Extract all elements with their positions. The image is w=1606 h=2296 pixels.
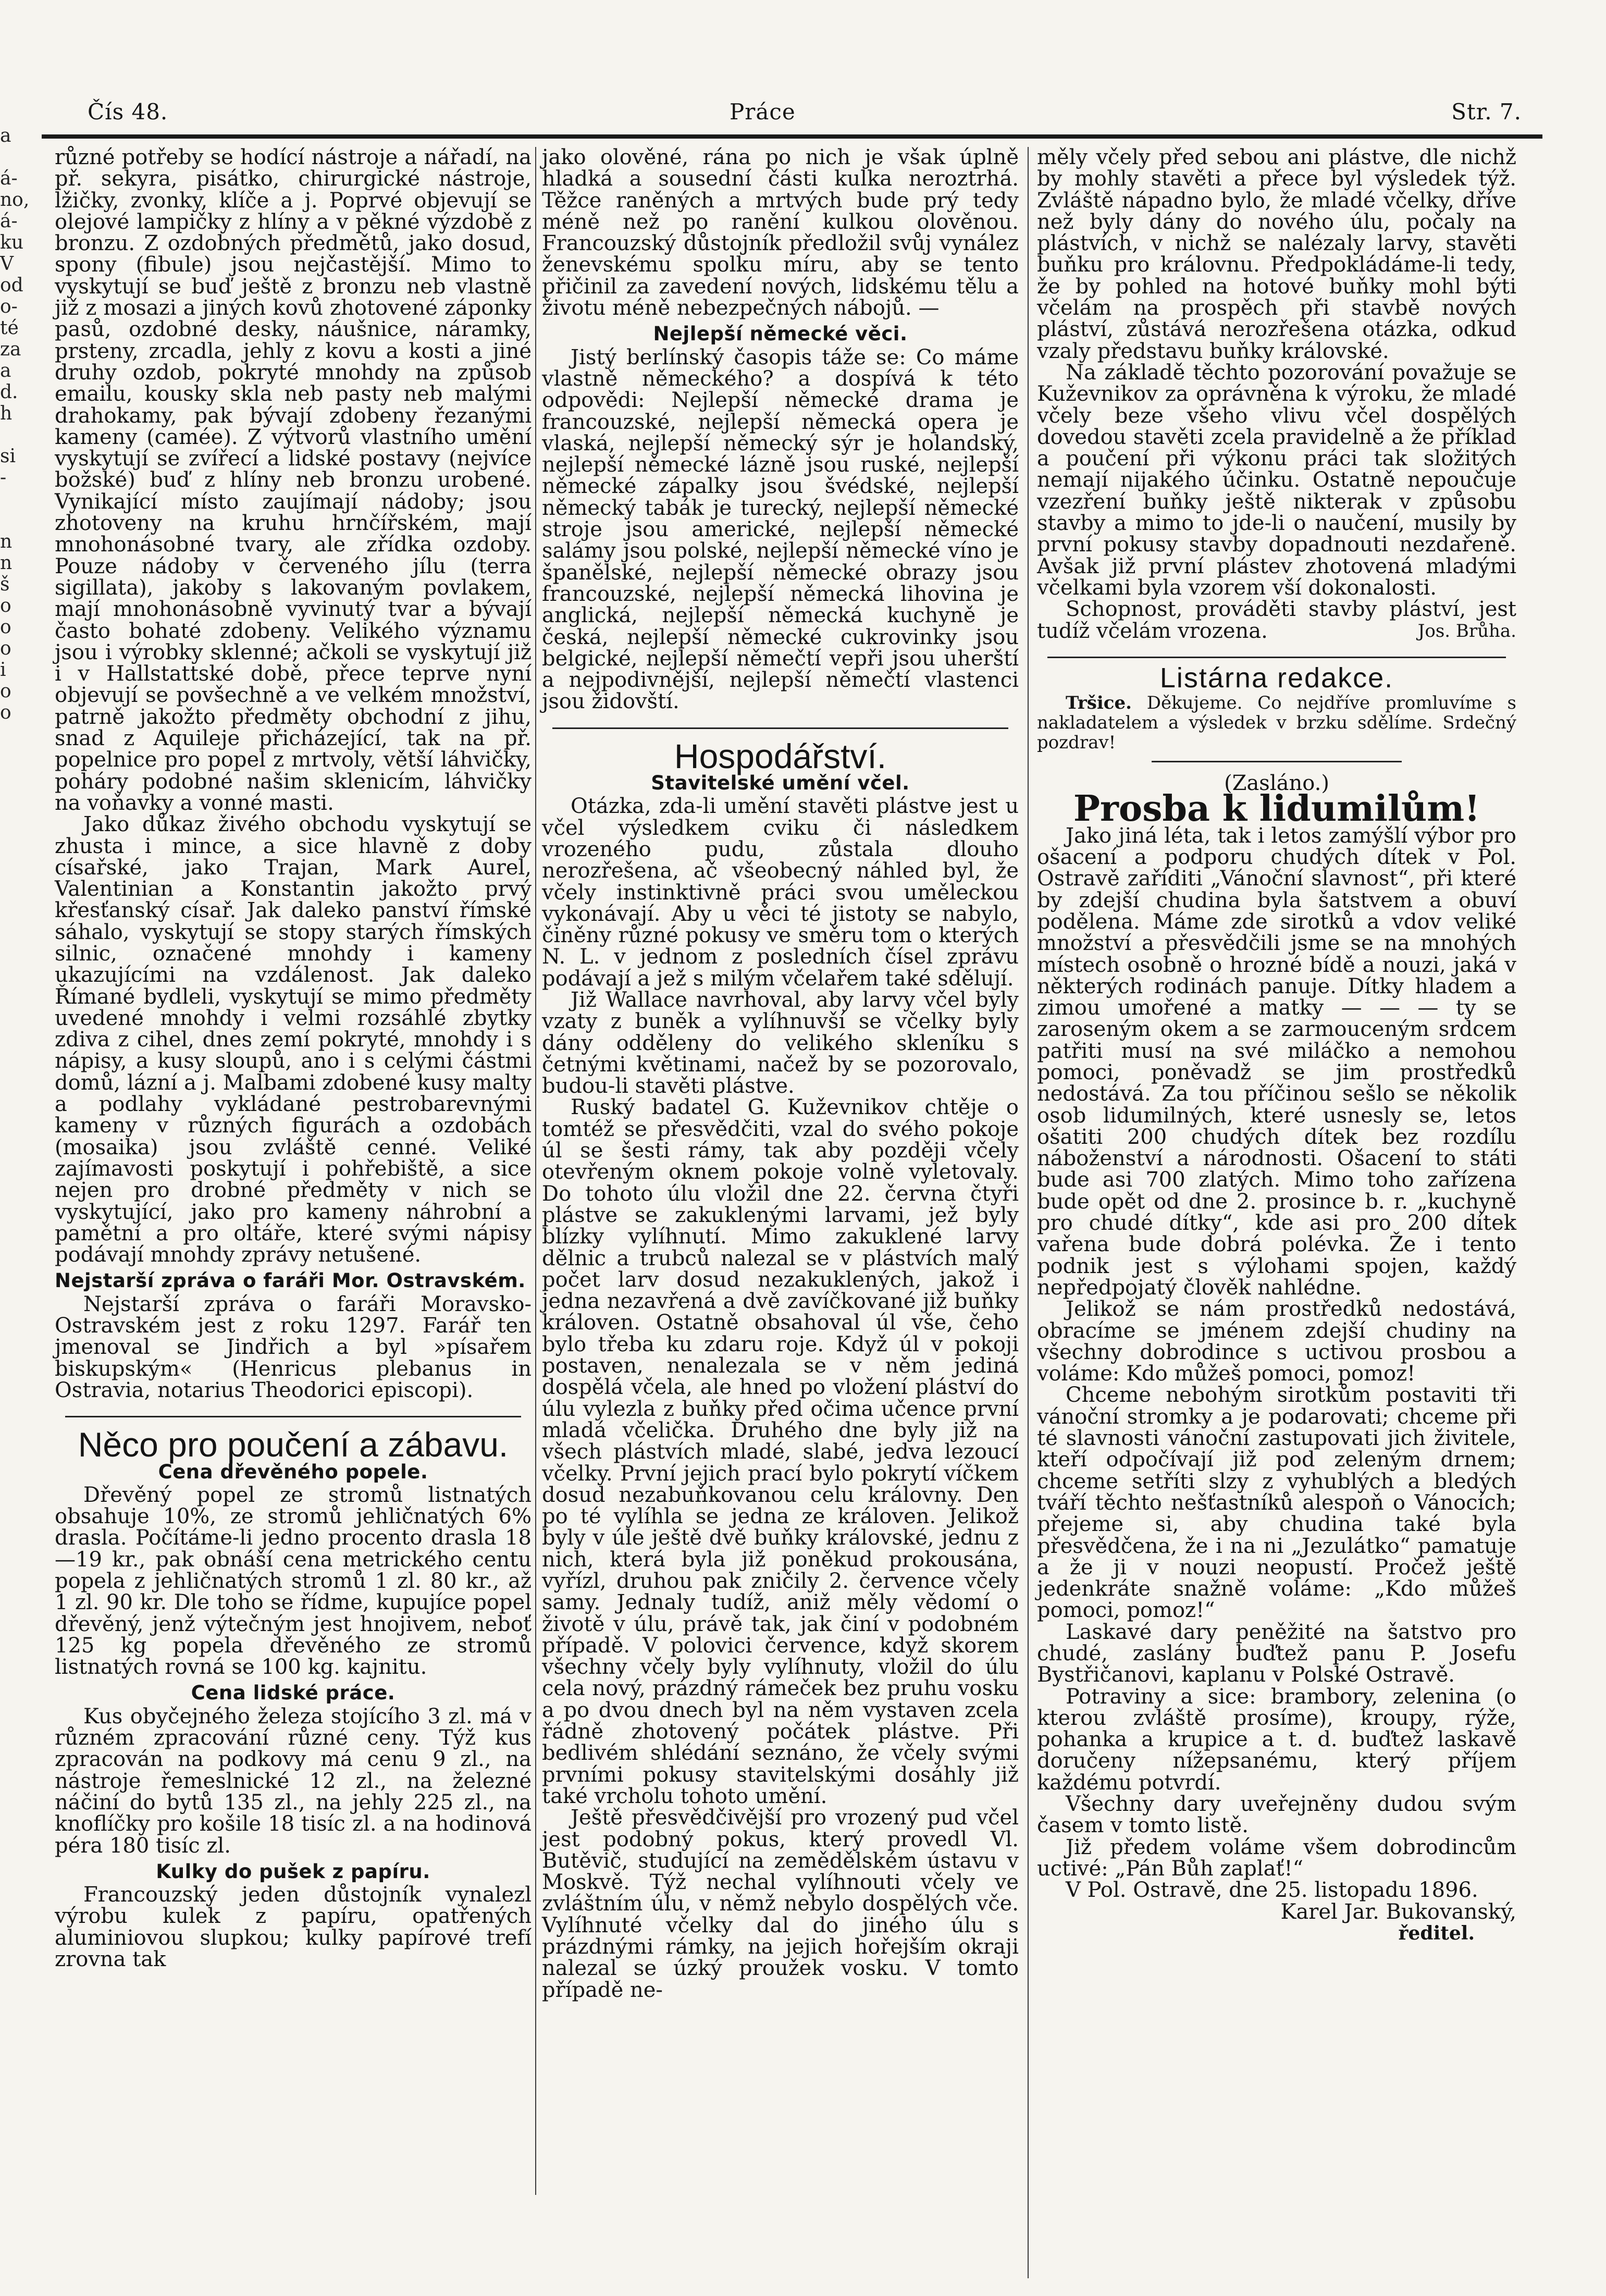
article-paragraph: Na základě těchto pozorování považuje se Kuževnikov za oprávněna k výroku, že mladé včely beze všeho vlivu včel dospělých dovedou stavěti zcela pravidelně a že příklad a poučení při výkonu práci tak složitých nemají nijakého účinku. Ostatně nepoučuje vzezření buňky ještě nikterak v způsobu stavby a mimo to jde-li o naučení, musily by první pokusy stavby dopadnouti nezdařeně. Avšak již první plástev zhotovená mladými včelkami byla vzorem vší dokonalosti.	[1037, 360, 1516, 600]
article-paragraph: Ještě přesvědčivější pro vrozený pud včel jest podobný pokus, který provedl Vl. Butěvič, studující na zemědělském ústavu v Moskvě. Týž nechal vylíhnouti včely ve zvláštním úlu, v němž nebylo dospělých vče. Vylíhnuté včelky dal do jiného úlu s prázdnými rámky, na jejich hořejším okraji nalezal se úzký proužek vosku. V tomto případě ne-	[542, 1806, 1019, 2002]
article-heading: Stavitelské umění včel.	[651, 772, 910, 795]
margin-fragment: o-	[0, 296, 18, 317]
margin-fragment: n	[0, 531, 13, 552]
article-heading: Kulky do pušek z papíru.	[156, 1860, 430, 1883]
header-rule	[42, 134, 1542, 139]
article-paragraph: Potraviny a sice: brambory, zelenina (o kterou zvláště prosíme), kroupy, rýže, pohanka a krupice a t. d. buďtež laskavě doručeny nížepsanému, který příjem každému potvrdí.	[1037, 1684, 1516, 1795]
signature-title: ředitel.	[1398, 1922, 1475, 1944]
issue-number: Čís 48.	[88, 99, 168, 125]
article-dateline: V Pol. Ostravě, dne 25. listopadu 1896.	[1066, 1878, 1478, 1903]
article-paragraph: různé potřeby se hodící nástroje a nářadí, na př. sekyra, pisátko, chirurgické nástroje, lžičky, zvonky, klíče a j. Poprvé objevují se olejové lampičky z hlíny a v pěkné výzdobě z bronzu. Z ozdobných předmětů, jako dosud, spony (fibule) jsou nejčastější. Mimo to vyskytují se buď ještě z bronzu neb vlastně již z mosazi a jiných kovů zhotovené záponky pasů, ozdobné desky, náušnice, náramky, prsteny, zrcadla, jehly z kovu a kosti a jiné druhy ozdob, pokryté mnohdy na způsob emailu, kousky skla neb pasty neb malými drahokamy, pak bývají zdobeny řezanými kameny (camée). Z výtvorů vlastního umění vyskytují se zvířecí a lidské postavy (nejvíce božské) buď z hlíny neb bronzu urobené. Vynikající místo zaujímají nádoby; jsou zhotoveny na kruhu hrnčířském, mají mnohonásobné tvary, ale zřídka ozdoby. Pouze nádoby v červeného jílu (terra sigillata), jakoby s lakovaným povlakem, mají mnohonásobně vyvinutý tvar a bývají často bohaté zdobeny. Velikého významu jsou i výrobky sklenné; ačkoli se vyskytují již i v Hallstattské době, přece teprve nyní objevují se povšechně a ve velkém množství, patrně jakožto předměty obchodní z jihu, snad z Aquileje přicházející, tak na př. popelnice pro popel z mrtvoly, větší láhvičky, poháry podobné našim sklenicím, láhvičky na voňavky a vonné masti.	[55, 145, 532, 815]
margin-fragment: š	[0, 574, 10, 595]
article-heading: Cena lidské práce.	[191, 1682, 396, 1705]
margin-fragment: si	[0, 446, 16, 467]
article-text: Schopnost, prováděti stavby pláství, jest tudíž včelám vrozena.	[1037, 597, 1516, 643]
article-paragraph: Jistý berlínský časopis táže se: Co máme vlastně německého? a dospívá k této odpovědi: Nejlepší německé drama je francouzské, nejlepší německá opera je vlaská, nejlepší německý sýr je holandský, nejlepší německé lázně jsou ruské, nejlepší německé zápalky jsou švédské, nejlepší německý tabák je turecký, nejlepší německé stroje jsou americké, nejlepší německé salámy jsou polské, nejlepší německé víno je španělské, nejlepší německé obrazy jsou francouzské, nejlepší německá lihovina je anglická, nejlepší německá kuchyně je česká, nejlepší německé cukrovinky jsou belgické, nejlepší němečtí vepři jsou uherští a nejpodivnější, nejlepší němečtí vlastenci jsou židovští.	[542, 345, 1019, 714]
margin-fragment	[0, 424, 20, 446]
margin-fragment	[0, 510, 20, 531]
article-paragraph: Již Wallace navrhoval, aby larvy včel byly vzaty z buněk a vylíhnuvší se včelky byly dány odděleny do velikého skleníku s četnými květinami, načež by se pozorovalo, budou-li stavěti plástve.	[542, 987, 1019, 1098]
article-paragraph: Jako jiná léta, tak i letos zamýšlí výbor pro ošacení a podporu chudých dítek v Pol. Ostravě zaříditi „Vánoční slavnost“, při které by zdejší chudina byla šatstvem a obuví podělena. Máme zde sirotků a vdov veliké množství a přesvědčili jsme se na mnohých místech osobně o hrozné bídě a nouzi, jaká v některých rodinách panuje. Dítky hladem a zimou umořené a matky — — — ty se zaroseným okem a se zarmouceným srdcem patřiti musí na své miláčko a nemohou pomoci, poněvadž se jim prostředků nedostává. Za tou příčinou sešlo se několik osob lidumilných, které usnesly se, letos ošatiti 200 chudých dítek bez rozdílu náboženství a národnosti. Ošacení to státi bude asi 700 zlatých. Mimo toho zařízena bude opět od dne 2. prosince b. r. „kuchyně pro chudé dítky“, kde asi pro 200 dítek vařena bude dobrá polévka. Že i tento podnik jest s výlohami spojen, každý nepředpojatý člověk nahlédne.	[1037, 823, 1516, 1300]
signature-name: Karel Jar. Bukovanský,	[1280, 1899, 1516, 1924]
article-paragraph: měly včely před sebou ani plástve, dle nichž by mohly stavěti a přece byl výsledek týž. Zvláště nápadno bylo, že mladé včelky, dříve než byly dány do nového úlu, počaly na plástvích, v nichž se nalézaly larvy, stavěti buňku pro královnu. Předpokládáme-li tedy, že by pohled na hotové buňky mohl býti včelám na prospěch při stavbě nových pláství, zůstává nerozřešena otázka, odkud vzaly představu buňky královské.	[1037, 145, 1516, 363]
article-paragraph: Jako důkaz živého obchodu vyskytují se zhusta i mince, a sice hlavně z doby císařské, jako Trajan, Mark Aurel, Valentinian a Konstantin jakožto prvý křesťanský císař. Jak daleko panství římské sáhalo, vyskytují se stopy starých římských silnic, označené mnohdy i kameny ukazujícími na vzdálenost. Jak daleko Římané bydleli, vyskytují se mimo předměty uvedené mnohdy i velmi rozsáhlé zbytky zdiva z cihel, dnes zemí pokryté, mnohdy i s nápisy, a kusy sloupů, ano i s celými částmi domů, lázní a j. Malbami zdobené kusy malty a podlahy vykládané pestrobarevnými kameny v různých figurách a ozdobách (mosaika) jsou zvláště cenné. Veliké zajímavosti poskytují i pohřebiště, a sice nejen pro drobné předměty v nich se vyskytující, jako pro kameny náhrobní a pamětní a pro oltáře, které svými nápisy podávají mnohdy zprávy netušené.	[55, 812, 532, 1267]
section-title: Něco pro poučení a zábavu.	[78, 1425, 509, 1464]
margin-fragment: n	[0, 552, 13, 574]
article-paragraph: Již předem voláme všem dobrodincům uctivé: „Pán Bůh zaplať!“	[1037, 1835, 1516, 1881]
editorial-reply	[1037, 693, 1516, 752]
section-rule	[1152, 761, 1402, 762]
margin-fragment: za	[0, 339, 21, 360]
section-title: Hospodářství.	[674, 736, 887, 775]
article-paragraph: jako olověné, rána po nich je však úplně hladká a sousední části kulka neroztrhá. Těžce raněných a mrtvých bude prý tedy méně než po ranění kulkou olověnou. Francouzský důstojník předložil svůj vynález ženevskému spolku míru, aby se tento přičinil za zavedení nových, lidskému tělu a životu méně nebezpečných nábojů. —	[542, 145, 1019, 320]
article-paragraph: Laskavé dary peněžité na šatstvo pro chudé, zaslány buďtež panu P. Josefu Bystřičanovi, kaplanu v Polské Ostravě.	[1037, 1620, 1516, 1687]
margin-fragment: té	[0, 317, 19, 339]
column-3	[1037, 147, 1516, 1944]
previous-page-margin-fragments	[0, 125, 30, 834]
margin-fragment: o	[0, 616, 11, 638]
margin-fragment: o	[0, 702, 11, 723]
article-paragraph: Chceme nebohým sirotkům postaviti tři vánoční stromky a je podarovati; chceme při té slavnosti vánoční zastupovati jich živitele, kteří odpočívají již pod zeleným drnem; chceme setříti slzy z vyhublých a bledých tváří těchto nešťastníků alespoň o Vánocích; přejeme si, aby chudina také byla přesvědčena, že i na ni „Jezulátko“ pamatuje a že ji v nouzi neopustí. Pročež ještě jedenkráte snažně voláme: „Kdo můžeš pomoci, pomoz!“	[1037, 1383, 1516, 1623]
submitted-label: (Zasláno.)	[1224, 771, 1329, 796]
editorial-mailbox-title: Listárna redakce.	[1159, 662, 1394, 694]
article-paragraph: Jelikož se nám prostředků nedostává, obracíme se jménem zdejší chudiny na všechny dobrodince s uctivou prosbou a voláme: Kdo můžeš pomoci, pomoz!	[1037, 1297, 1516, 1386]
section-rule	[65, 1416, 521, 1417]
article-heading: Nejstarší zpráva o faráři Mor. Ostravském.	[55, 1269, 526, 1292]
margin-fragment: V	[0, 253, 14, 275]
page-number: Str. 7.	[1451, 99, 1522, 125]
column-2	[542, 147, 1019, 2001]
section-rule	[1047, 657, 1506, 658]
margin-fragment	[0, 488, 20, 510]
margin-fragment: i	[0, 659, 6, 681]
reply-text: Děkujeme. Co nejdříve promluvíme s nakladatelem a výsledek v brzku sdělíme. Srdečný pozdrav!	[1037, 693, 1516, 754]
margin-fragment: no,	[0, 189, 30, 211]
margin-fragment: á-	[0, 168, 18, 189]
appeal-title: Prosba k lidumilům!	[1073, 788, 1480, 830]
article-paragraph	[1037, 599, 1516, 642]
margin-fragment: o	[0, 681, 11, 702]
margin-fragment: ku	[0, 232, 23, 253]
margin-fragment: h	[0, 403, 13, 424]
margin-fragment: o	[0, 595, 11, 616]
column-1	[55, 147, 532, 1970]
column-divider	[535, 147, 536, 2195]
article-paragraph: Dřevěný popel ze stromů listnatých obsahuje 10%, ze stromů jehličnatých 6% drasla. Počítáme-li jedno procento drasla 18—19 kr., pak obnáší cena metrického centu popela z jehličnatých stromů 1 zl. 80 kr., až 1 zl. 90 kr. Dle toho se řídme, kupujíce popel dřevěný, jenž výtečným jest hnojivem, neboť 125 kg popela dřevěného ze stromů listnatých rovná se 100 kg. kajnitu.	[55, 1483, 532, 1680]
article-paragraph: Všechny dary uveřejněny dudou svým časem v tomto listě.	[1037, 1792, 1516, 1838]
column-divider	[1028, 147, 1029, 2278]
reply-recipient: Tršice.	[1066, 693, 1132, 714]
margin-fragment: a	[0, 125, 11, 146]
margin-fragment: á-	[0, 211, 18, 232]
article-paragraph: Kus obyčejného železa stojícího 3 zl. má v různém zpracování různé ceny. Týž kus zpracován na podkovy má cenu 9 zl., na nástroje řemeslnické 12 zl., na železné náčiní do bytů 135 zl., na jehly 225 zl., na knoflíčky pro košile 18 tisíc zl. a na hodinová péra 180 tisíc zl.	[55, 1704, 532, 1858]
article-author: Jos. Brůha.	[1417, 620, 1516, 641]
article-heading: Nejlepší německé věci.	[653, 323, 908, 345]
margin-fragment: -	[0, 467, 7, 488]
newspaper-title: Práce	[730, 99, 796, 125]
article-paragraph: Francouzský jeden důstojník vynalezl výrobu kulek z papíru, opatřených aluminiovou slupkou; kulky papírové trefí zrovna tak	[55, 1883, 532, 1972]
article-paragraph: Nejstarší zpráva o faráři Moravsko-Ostravském jest z roku 1297. Farář ten jmenoval se Jindřich a byl »písařem biskupským« (Henricus plebanus in Ostravia, notarius Theodorici episcopi).	[55, 1292, 532, 1402]
article-paragraph: Otázka, zda-li umění stavěti plástve jest u včel výsledkem cviku či následkem vrozeného pudu, zůstala dlouho nerozřešena, ač všeobecný náhled byl, že včely instinktivně práci svou uměleckou vykonávají. Aby u věci té jistoty se nabylo, činěny různé pokusy ve směru tom o kterých N. L. v jednom z posledních čísel zprávu podávají a jež s milým včelařem také sdělují.	[542, 794, 1019, 991]
margin-fragment: o	[0, 638, 11, 659]
section-rule	[552, 727, 1008, 729]
margin-fragment: od	[0, 275, 23, 296]
margin-fragment: a	[0, 360, 11, 381]
page-header	[42, 99, 1542, 130]
margin-fragment: d.	[0, 381, 18, 403]
margin-fragment	[0, 146, 20, 168]
article-heading: Cena dřevěného popele.	[158, 1460, 428, 1483]
article-paragraph: Ruský badatel G. Kuževnikov chtěje o tomtéž se přesvědčiti, vzal do svého pokoje úl se šesti rámy, tak aby později včely otevřeným oknem pokoje volně vyletovaly. Do tohoto úlu vložil dne 22. června čtyři plástve se zakuklenými larvami, jež byly blízky vylíhnutí. Mimo zakuklené larvy dělnic a trubců nalezal se v plástvích malý počet larv dosud nezakuklených, jakož i jedna nezavřená a dvě zavíčkované již buňky královen. Ostatně obsahoval úl vše, čeho bylo třeba ku zdaru roje. Když úl v pokoji postaven, nenalezala se v něm jediná dospělá včela, ale hned po vložení pláství do úlu vylezla z buňky před očima učence první mladá včelička. Druhého dne byly již na všech plástvích mladé, slabé, jedva lezoucí včelky. První jejich prací bylo pokrytí víčkem dosud nezabuňkovanou celu královny. Den po té vylíhla se jedna ze královen. Jelikož byly v úle ještě dvě buňky královské, jednu z nich, která byla již poněkud prokousána, vyřízl, druhou pak zničily 2. července včely samy. Jednaly tudíž, aniž měly vědomí o životě v úlu, právě tak, jak činí v podobném případě. V polovici července, když skorem všechny včely byly vylíhnuty, vložil do úlu cela nový, prázdný rámeček bez pruhu vosku a po dvou dnech byl na něm vystaven zcela řádně zhotovený počátek plástve. Při bedlivém shlédání seznáno, že včely svými prvními pokusy stavitelskými dosáhly již také vrcholu tohoto umění.	[542, 1095, 1019, 1808]
